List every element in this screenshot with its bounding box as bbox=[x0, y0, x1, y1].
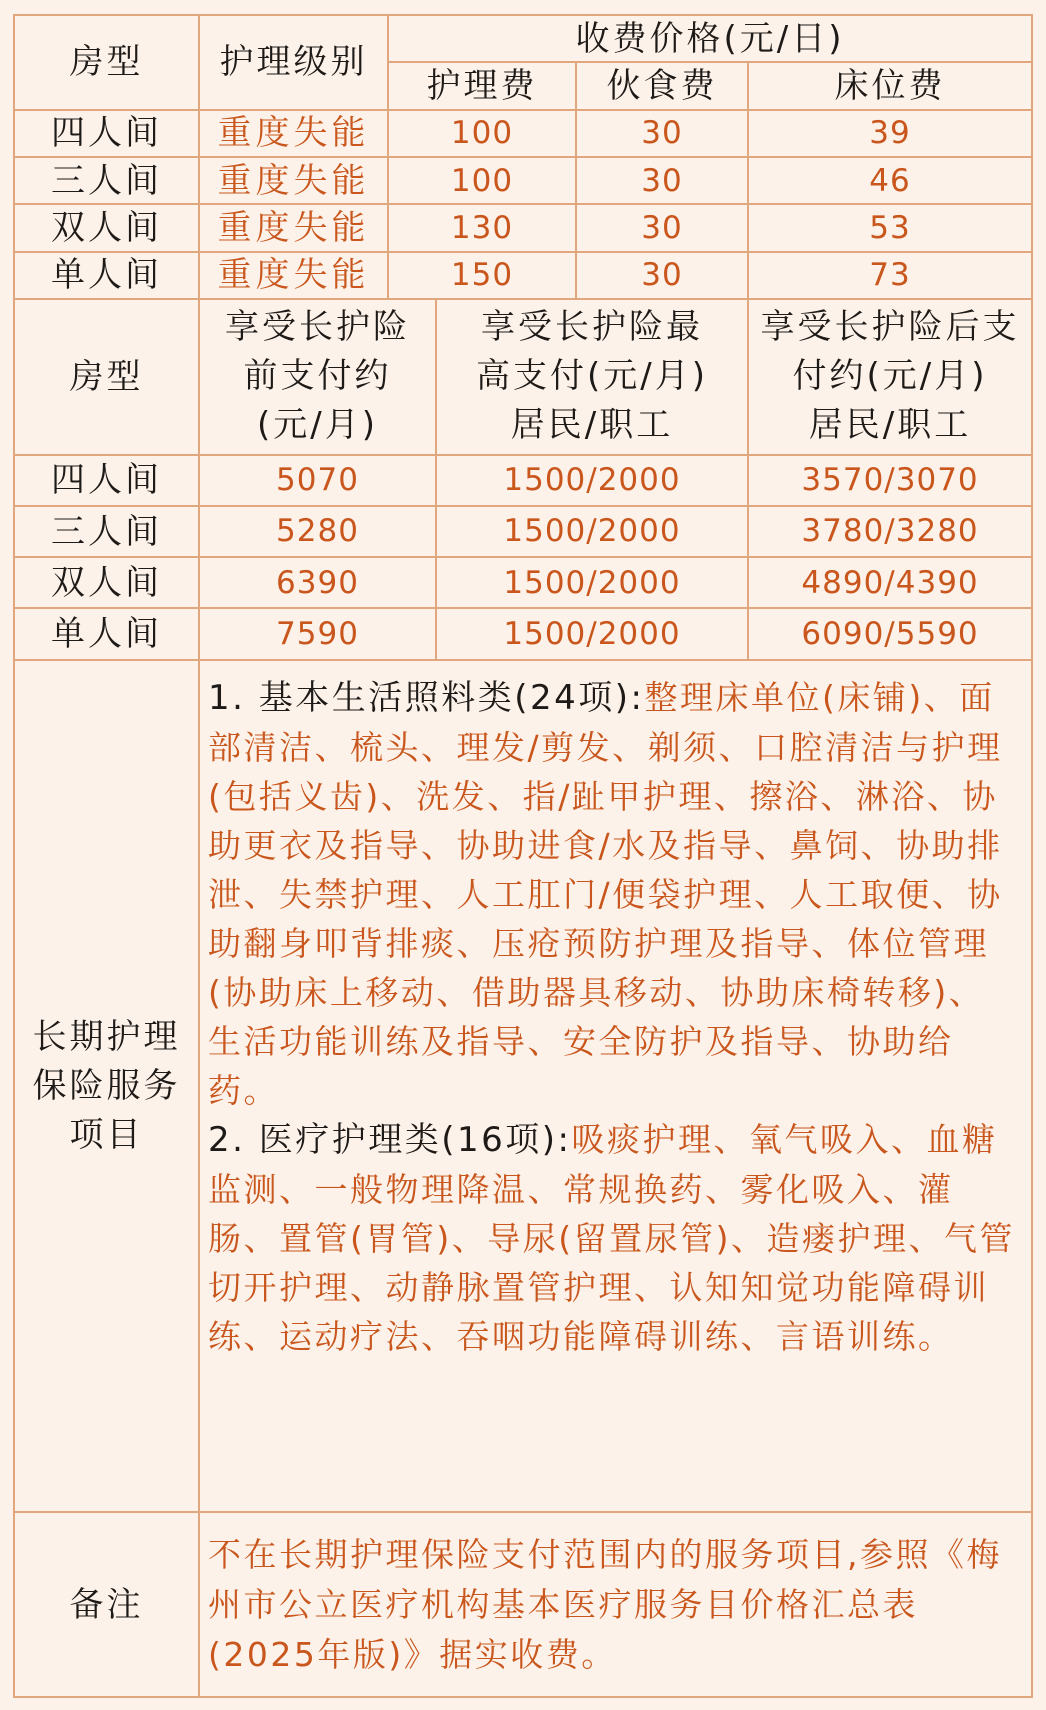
before-payment-cell: 5070 bbox=[199, 455, 436, 506]
food-fee-cell: 30 bbox=[576, 157, 748, 204]
service-item-basic-text: 整理床单位(床铺)、面部清洁、梳头、理发/剪发、剃须、口腔清洁与护理(包括义齿)、洗发、指/趾甲护理、擦浴、淋浴、协助更衣及指导、协助进食/水及指导、鼻饲、协助排泄、失禁护理、人工肛门/便袋护理、人工取便、协助翻身叩背排痰、压疮预防护理及指导、体位管理(协助床上移动、借助器具移动、协助床椅转移)、生活功能训练及指导、安全防护及指导、协助给药。 bbox=[208, 677, 1003, 1110]
services-label: 长期护理 保险服务 项目 bbox=[14, 660, 199, 1513]
care-level-cell: 重度失能 bbox=[199, 157, 388, 204]
food-fee-cell: 30 bbox=[576, 252, 748, 299]
after-payment-cell: 3570/3070 bbox=[748, 455, 1032, 506]
table-row bbox=[14, 608, 1032, 659]
service-item-medical-text: 吸痰护理、氧气吸入、血糖监测、一般物理降温、常规换药、雾化吸入、灌肠、置管(胃管)、导尿(留置尿管)、造瘘护理、气管切开护理、动静脉置管护理、认知知觉功能障碍训练、运动疗法、吞咽功能障碍训练、言语训练。 bbox=[208, 1119, 1015, 1356]
max-payment-cell: 1500/2000 bbox=[436, 455, 748, 506]
room-type-cell: 四人间 bbox=[14, 455, 199, 506]
after-payment-cell: 3780/3280 bbox=[748, 506, 1032, 557]
bed-fee-cell: 46 bbox=[748, 157, 1032, 204]
before-payment-cell: 5280 bbox=[199, 506, 436, 557]
nursing-fee-cell: 100 bbox=[388, 157, 576, 204]
after-payment-cell: 6090/5590 bbox=[748, 608, 1032, 659]
bed-fee-cell: 53 bbox=[748, 204, 1032, 251]
header-room-type: 房型 bbox=[14, 15, 199, 110]
header-food-fee: 伙食费 bbox=[576, 62, 748, 109]
header-price-group: 收费价格(元/日) bbox=[388, 15, 1032, 62]
max-payment-cell: 1500/2000 bbox=[436, 608, 748, 659]
nursing-fee-cell: 100 bbox=[388, 110, 576, 157]
service-item-medical-title: 2. 医疗护理类(16项): bbox=[208, 1119, 572, 1160]
table-row bbox=[14, 252, 1032, 299]
nursing-fee-cell: 150 bbox=[388, 252, 576, 299]
after-payment-cell: 4890/4390 bbox=[748, 557, 1032, 608]
table-row bbox=[14, 506, 1032, 557]
max-payment-cell: 1500/2000 bbox=[436, 506, 748, 557]
room-type-cell: 单人间 bbox=[14, 252, 199, 299]
before-payment-cell: 7590 bbox=[199, 608, 436, 659]
room-type-cell: 双人间 bbox=[14, 204, 199, 251]
table-row bbox=[14, 157, 1032, 204]
care-level-cell: 重度失能 bbox=[199, 110, 388, 157]
table-row bbox=[14, 110, 1032, 157]
header-max-insurance: 享受长护险最 高支付(元/月) 居民/职工 bbox=[436, 299, 748, 455]
service-item-basic-title: 1. 基本生活照料类(24项): bbox=[208, 677, 645, 718]
remarks-label: 备注 bbox=[14, 1512, 199, 1697]
header-nursing-fee: 护理费 bbox=[388, 62, 576, 109]
header-room-type-2: 房型 bbox=[14, 299, 199, 455]
room-type-cell: 双人间 bbox=[14, 557, 199, 608]
bed-fee-cell: 73 bbox=[748, 252, 1032, 299]
room-type-cell: 四人间 bbox=[14, 110, 199, 157]
header-before-insurance: 享受长护险 前支付约 (元/月) bbox=[199, 299, 436, 455]
table-row bbox=[14, 204, 1032, 251]
header-bed-fee: 床位费 bbox=[748, 62, 1032, 109]
service-item-basic bbox=[208, 673, 1017, 1115]
services-content bbox=[199, 660, 1032, 1513]
before-payment-cell: 6390 bbox=[199, 557, 436, 608]
room-type-cell: 三人间 bbox=[14, 506, 199, 557]
service-item-medical bbox=[208, 1115, 1017, 1361]
max-payment-cell: 1500/2000 bbox=[436, 557, 748, 608]
nursing-fee-cell: 130 bbox=[388, 204, 576, 251]
care-level-cell: 重度失能 bbox=[199, 204, 388, 251]
table-row bbox=[14, 455, 1032, 506]
table-row bbox=[14, 557, 1032, 608]
food-fee-cell: 30 bbox=[576, 204, 748, 251]
room-type-cell: 单人间 bbox=[14, 608, 199, 659]
fee-table bbox=[13, 14, 1033, 1698]
bed-fee-cell: 39 bbox=[748, 110, 1032, 157]
remarks-text: 不在长期护理保险支付范围内的服务项目,参照《梅州市公立医疗机构基本医疗服务目价格汇总表(2025年版)》据实收费。 bbox=[199, 1512, 1032, 1697]
care-level-cell: 重度失能 bbox=[199, 252, 388, 299]
header-after-insurance: 享受长护险后支 付约(元/月) 居民/职工 bbox=[748, 299, 1032, 455]
header-care-level: 护理级别 bbox=[199, 15, 388, 110]
room-type-cell: 三人间 bbox=[14, 157, 199, 204]
food-fee-cell: 30 bbox=[576, 110, 748, 157]
